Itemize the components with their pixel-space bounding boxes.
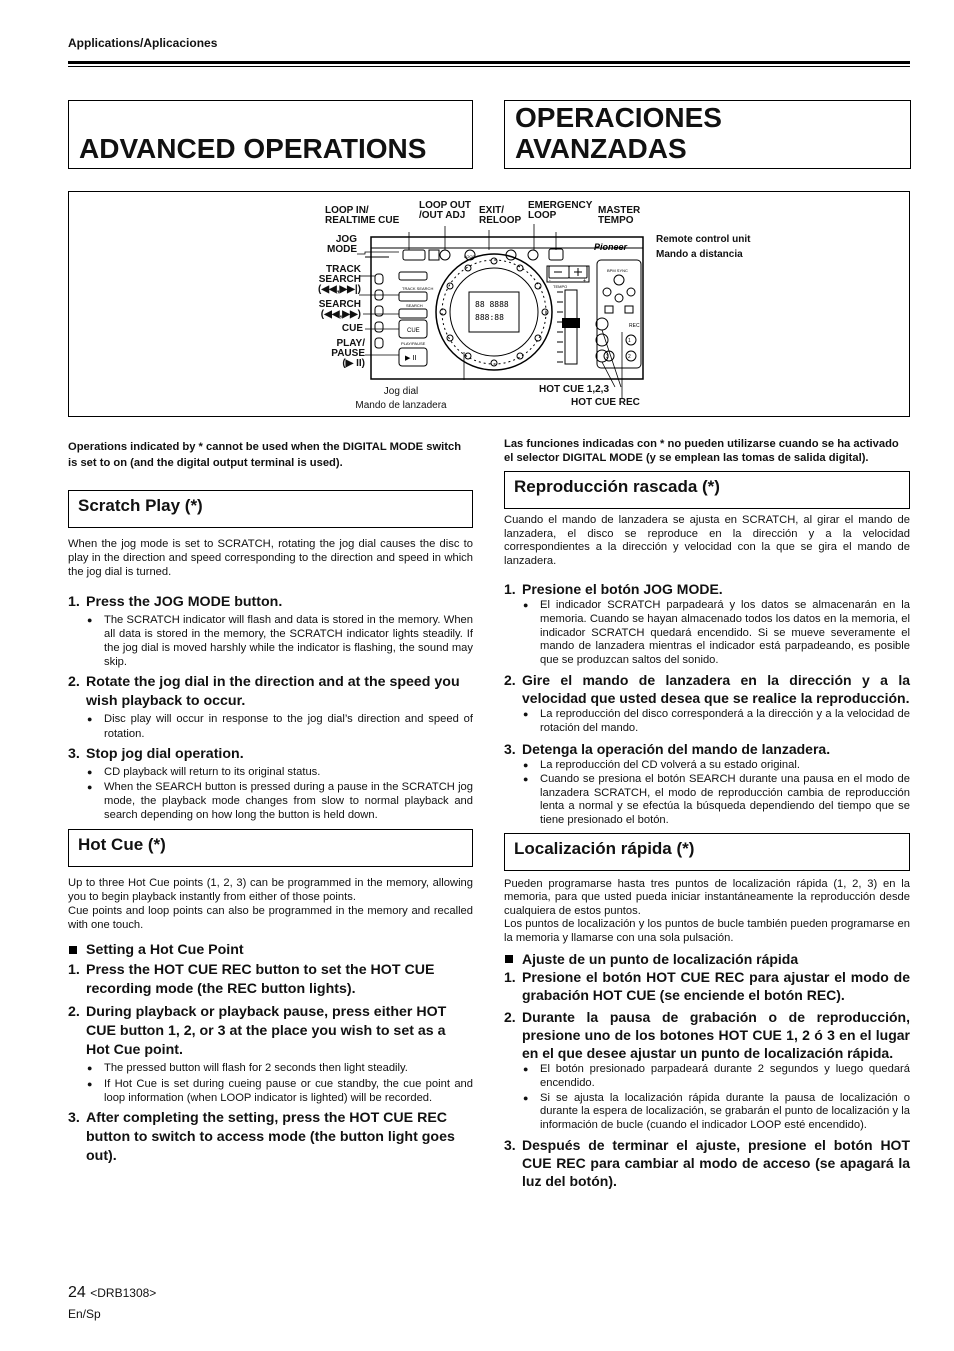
- label-jog-mode: JOG MODE: [327, 234, 357, 255]
- hotcue-step-3-en: 3. After completing the setting, press the HOT CUE REC button to switch to access mode (the button light goes out).: [68, 1110, 455, 1165]
- figure-box: [68, 191, 910, 417]
- play-pause-label: PLAY/PAUSE: [401, 341, 426, 346]
- label-cue: CUE: [341, 323, 363, 334]
- label-track-search: TRACK SEARCH (◀◀,▶▶|): [318, 264, 361, 295]
- section-box-scratch-es: [504, 471, 910, 509]
- section-title-hotcue-es: Localización rápida (*): [514, 838, 695, 858]
- scratch-step-2-bullet-en: ● Disc play will occur in response to the jog dial’s direction and speed of rotation.: [68, 712, 473, 740]
- scratch-step-3-bullet-2-es: ● Cuando se presiona el botón SEARCH durante una pausa en el modo de lanzadera SCRATCH, el modo de reproducción cambia de reproducción lenta a normal y se efectúa la búsqueda dependiendo del tiempo que se tiene presionado el botón.: [504, 773, 910, 827]
- hotcue-step-3-es: 3. Después de terminar el ajuste, presione el botón HOT CUE REC para cambiar al modo de acceso (se apagará la luz del botón).: [504, 1137, 910, 1190]
- running-header: Applications/Aplicaciones: [68, 36, 218, 50]
- header-rule: [68, 61, 910, 67]
- page-title-en: ADVANCED OPERATIONS: [79, 133, 427, 164]
- scratch-step-1-bullet-es: ● El indicador SCRATCH parpadeará y los datos se almacenarán en la memoria. Cuando se hayan almacenado todos los datos en la memoria, el indicador SCRATCH quedará encendido. Si se mueve severamente el mando de lanzadera mientras el indicador está parpadeando, es posible que se produzcan saltos del sonido.: [504, 599, 910, 667]
- display-window: [469, 292, 519, 332]
- section-title-scratch-en: Scratch Play (*): [78, 496, 203, 515]
- label-loop-out: LOOP OUT /OUT ADJ: [419, 200, 472, 221]
- page-title-es-line2: AVANZADAS: [515, 133, 687, 164]
- cue-button-label: CUE: [407, 328, 420, 334]
- hotcue-step-1-en: 1. Press the HOT CUE REC button to set the HOT CUE recording mode (the REC button lights).: [68, 962, 435, 998]
- scratch-step-3-bullet-1-es: ● La reproducción del CD volverá a su estado original.: [504, 759, 910, 773]
- scratch-step-3-bullet-2-en: ● When the SEARCH button is pressed during a pause in the SCRATCH jog mode, the playback mode changes from slow to normal playback and search depending on how long the button is held down.: [68, 780, 473, 823]
- hot-cue-num-2: 2: [628, 354, 631, 360]
- label-master-tempo: MASTER TEMPO: [598, 205, 641, 226]
- hotcue-step-1-es: 1. Presione el botón HOT CUE REC para ajustar el modo de grabación HOT CUE (se enciende el botón REC).: [504, 969, 910, 1004]
- intro-en: Operations indicated by * cannot be used when the DIGITAL MODE switch is set to on (and the digital output terminal is used).: [68, 441, 462, 469]
- page-number: 24: [68, 1284, 86, 1301]
- jog-dial-ring-dots: [440, 258, 548, 366]
- hot-cue-rec-button: [596, 318, 608, 330]
- hot-cue-num-3: 3: [606, 354, 609, 360]
- page-title-es-line1: OPERACIONES: [515, 102, 722, 133]
- scratch-step-3-bullet-1-en: ● CD playback will return to its original status.: [68, 765, 473, 779]
- hotcue-step-2-es: 2. Durante la pausa de grabación o de reproducción, presione uno de los botones HOT CUE 1, 2 ó 3 en el lugar en el que desee ajustar un punto de localización rápida.: [504, 1009, 910, 1062]
- tempo-label: TEMPO: [553, 284, 568, 289]
- loop-label: LOOP: [464, 254, 476, 259]
- hot-cue-num-1: 1: [628, 338, 631, 344]
- rec-label: REC: [629, 323, 640, 329]
- section-box-hotcue-en: [68, 829, 473, 867]
- hotcue-step-2-bullet-1-es: ● El botón presionado parpadeará durante 2 segundos y luego quedará encendido.: [504, 1063, 910, 1090]
- scratch-step-2-en: 2. Rotate the jog dial in the direction and at the speed you wish playback to occur.: [68, 674, 460, 710]
- label-hot-cue-rec: HOT CUE REC: [571, 397, 640, 408]
- jog-mode-button: [399, 272, 427, 280]
- left-column: [68, 440, 473, 1166]
- hotcue-body-en: Up to three Hot Cue points (1, 2, 3) can be programmed in the memory, allowing you to begin playback instantly from either of those points. Cue points and loop points can also be programmed in the memory and recalled with one touch.: [68, 876, 473, 932]
- tempo-slider-knob: [562, 318, 580, 328]
- hotcue-step-2-bullet-1-en: ● The pressed button will flash for 2 seconds then light steadily.: [68, 1061, 473, 1075]
- label-remote-es: Mando a distancia: [656, 249, 743, 260]
- tempo-plus: +: [583, 278, 586, 284]
- hotcue-body-es: Pueden programarse hasta tres puntos de localización rápida (1, 2, 3) en la memoria, para que usted pueda iniciar instantáneamente la reproducción desde cualquiera de estos puntos. Los puntos de localización y los puntos de bucle también pueden programarse en la memoria y llamarse con una sola pulsación.: [504, 877, 910, 944]
- hotcue-step-2-bullet-2-en: ● If Hot Cue is set during cueing pause or cue standby, the cue point and loop information (when LOOP indicator is lighted) will be recorded.: [68, 1077, 473, 1105]
- loop-in-button: [403, 250, 425, 260]
- leader-lines: [357, 224, 622, 399]
- svg-text:888:88: 888:88: [475, 313, 504, 322]
- title-box-en: [68, 100, 473, 169]
- scratch-step-3-es: 3. Detenga la operación del mando de lanzadera.: [504, 740, 831, 757]
- label-jog-dial: [351, 385, 451, 413]
- label-remote-en: Remote control unit: [656, 234, 751, 245]
- hotcue-subheading-en: Setting a Hot Cue Point: [68, 941, 473, 960]
- language-code: En/Sp: [68, 1307, 101, 1321]
- intro-es: Las funciones indicadas con * no pueden utilizarse cuando se ha activado el selector DIGITAL MODE (y se emplean las tomas de salida digital).: [504, 438, 899, 464]
- label-remote: [656, 232, 750, 262]
- scratch-step-2-bullet-es: ● La reproducción del disco corresponderá a la dirección y a la velocidad de rotación del mando.: [504, 708, 910, 735]
- label-search: SEARCH (◀◀,▶▶): [318, 299, 361, 320]
- brand-logo: Pioneer: [594, 242, 628, 252]
- label-jog-dial-en: Jog dial: [383, 386, 419, 397]
- hot-cue-1-button: [596, 334, 608, 346]
- label-play-pause: PLAY/ PAUSE (▶ II): [331, 338, 365, 369]
- label-emergency-loop: EMERGENCY LOOP: [528, 200, 593, 221]
- svg-text:▶ II: ▶ II: [405, 354, 417, 362]
- emergency-loop-button: [528, 250, 538, 260]
- section-title-scratch-es: Reproducción rascada (*): [514, 477, 720, 496]
- document-code: <DRB1308>: [90, 1286, 157, 1300]
- scratch-body-es: Cuando el mando de lanzadera se ajusta en SCRATCH, al girar el mando de lanzadera, el disco se reproduce en la dirección y a la velocidad correspondientes a la dirección y velocidad con la que se gira el mando de lanzadera.: [504, 514, 910, 567]
- label-hot-cue: HOT CUE 1,2,3: [539, 384, 610, 395]
- svg-text:88 8888: 88 8888: [475, 300, 509, 309]
- section-box-hotcue-es: [504, 833, 910, 871]
- label-loop-in: LOOP IN/ REALTIME CUE: [325, 205, 400, 226]
- section-box-scratch-en: [68, 490, 473, 528]
- hotcue-step-2-en: 2. During playback or playback pause, press either HOT CUE button 1, 2, or 3 at the place you wish to set as a Hot Cue point.: [68, 1004, 447, 1059]
- label-exit-reloop: EXIT/ RELOOP: [479, 205, 522, 226]
- scratch-step-1-bullet-en: ● The SCRATCH indicator will flash and data is stored in the memory. When all data is stored in the memory, the SCRATCH indicator lights steadily. If the jog dial is moved harshly while the indicator is flashing, the sound may skip.: [68, 613, 473, 670]
- scratch-step-1-es: 1. Presione el botón JOG MODE.: [504, 581, 723, 598]
- tempo-minus: -: [549, 278, 551, 284]
- section-title-hotcue-en: Hot Cue (*): [78, 834, 166, 854]
- master-tempo-button: [549, 249, 563, 260]
- jog-dial: [436, 254, 552, 370]
- hotcue-step-2-bullet-2-es: ● Si se ajusta la localización rápida durante la pausa de localización o durante la espera de localización, se grabarán el punto de localización y la información de bucle (cuando el indicador LOOP esté encendido).: [504, 1092, 910, 1133]
- page-title-es: [515, 102, 722, 164]
- scratch-body-en: When the jog mode is set to SCRATCH, rotating the jog dial causes the disc to play in the direction and speed corresponding to the direction and speed in which the jog dial is turned.: [68, 538, 473, 579]
- title-box-es: [504, 100, 911, 169]
- scratch-step-1-en: 1. Press the JOG MODE button.: [68, 593, 283, 610]
- search-label: SEARCH: [406, 303, 423, 308]
- right-column: [504, 437, 910, 1190]
- scratch-step-2-es: 2. Gire el mando de lanzadera en la dirección y a la velocidad que usted desea que se realice la reproducción.: [504, 672, 910, 707]
- scratch-step-3-en: 3. Stop jog dial operation.: [68, 745, 244, 762]
- track-search-label: TRACK SEARCH: [402, 286, 434, 291]
- track-search-button: [399, 292, 427, 301]
- search-button: [399, 309, 427, 318]
- loop-out-button: [440, 250, 450, 260]
- page-number-line: [68, 1284, 156, 1302]
- label-jog-dial-es: Mando de lanzadera: [355, 400, 447, 411]
- bpm-sync-label: BPM SYNC: [607, 268, 628, 273]
- hotcue-subheading-es: Ajuste de un punto de localización rápida: [504, 950, 910, 968]
